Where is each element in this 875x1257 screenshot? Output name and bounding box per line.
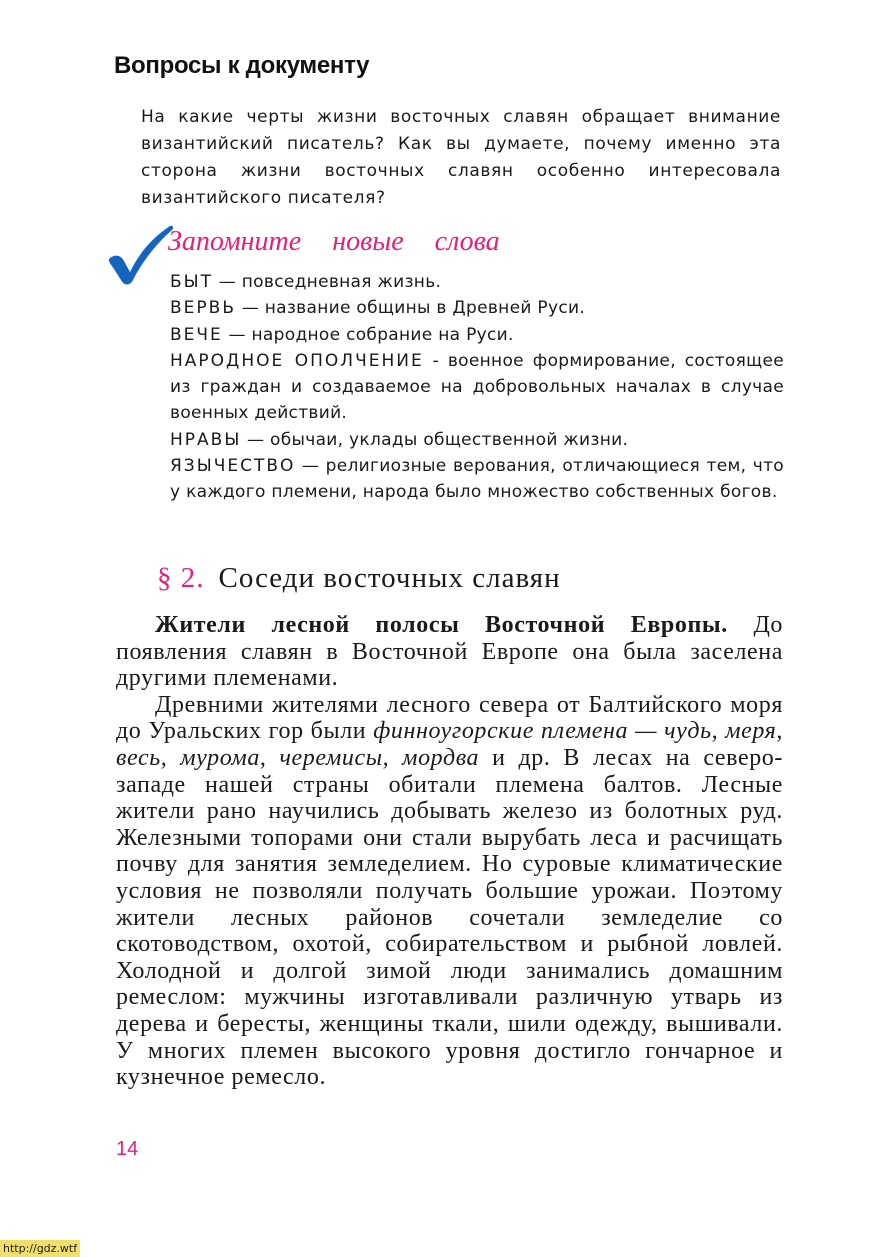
- paragraph: [116, 692, 783, 1091]
- remember-words-heading: Запомните новые слова: [168, 226, 500, 257]
- vocab-definition: — народное собрание на Руси.: [222, 324, 514, 345]
- vocab-term: БЫТ: [170, 272, 214, 292]
- page-number: 14: [116, 1138, 139, 1160]
- vocab-entry: [170, 295, 784, 321]
- section-heading: [157, 562, 561, 595]
- vocabulary-list: [170, 269, 784, 506]
- vocab-term: НРАВЫ: [170, 429, 242, 450]
- vocab-term: НАРОДНОЕ ОПОЛЧЕНИЕ: [170, 350, 424, 371]
- paragraph-text: и др. В лесах на северо-западе нашей страны обитали племена балтов. Лесные жители рано научились добывать железо из болотных руд. Железными топорами они стали вырубать леса и расчищать почву для занятия земледелием. Но суровые климатические условия не позволяли получать большие урожаи. Поэтому жители лесных районов сочетали земледелие со скотоводством, охотой, собирательством и рыбной ловлей. Холодной и долгой зимой люди занимались домашним ремеслом: мужчины изготавливали различную утварь из дерева и бересты, женщины ткали, шили одежду, вышивали. У многих племен высокого уровня достигло гончарное и кузнечное ремесло.: [116, 744, 783, 1091]
- section-number: § 2.: [157, 562, 205, 594]
- vocab-term: ЯЗЫЧЕСТВО: [170, 456, 296, 477]
- questions-text: На какие черты жизни восточных славян обращает внимание византийский писатель? Как вы думаете, почему именно эта сторона жизни восточных славян особенно интересовала византийского писателя?: [141, 107, 781, 208]
- paragraph: [116, 612, 783, 692]
- vocab-definition: — религиозные верования, отличающиеся тем, что у каждого племени, народа было множество собственных богов.: [170, 456, 784, 503]
- vocab-entry: [170, 348, 784, 427]
- vocab-entry: [170, 269, 784, 295]
- vocab-definition: — название общины в Древней Руси.: [235, 298, 586, 319]
- paragraph-text: До появления славян в Восточной Европе она была заселена другими племенами.: [116, 612, 784, 692]
- section-title: Соседи восточных славян: [218, 562, 561, 594]
- vocab-definition: — повседневная жизнь.: [213, 272, 442, 292]
- checkmark-icon: [106, 222, 176, 288]
- vocab-term: ВЕРВЬ: [170, 298, 236, 319]
- vocab-entry: [170, 322, 784, 348]
- paragraph-italic: финноугорские племена — чудь, меря, весь, мурома, черемисы, мордва: [116, 718, 784, 771]
- vocab-definition: — обычаи, уклады общественной жизни.: [241, 429, 629, 450]
- vocab-entry: [170, 453, 784, 506]
- vocab-definition: - военное формирование, состоящее из граждан и создаваемое на добровольных началах в случае военных действий.: [170, 350, 784, 424]
- vocab-entry: [170, 427, 784, 453]
- body-text: [116, 612, 783, 1091]
- paragraph-lead-bold: Жители лесной полосы Восточной Европы.: [155, 612, 728, 638]
- vocab-term: ВЕЧЕ: [170, 324, 223, 345]
- paragraph-text: Древними жителями лесного севера от Балтийского моря до Уральских гор были: [116, 691, 783, 745]
- questions-heading: Вопросы к документу: [114, 52, 370, 79]
- watermark-link[interactable]: http://gdz.wtf: [0, 1240, 80, 1257]
